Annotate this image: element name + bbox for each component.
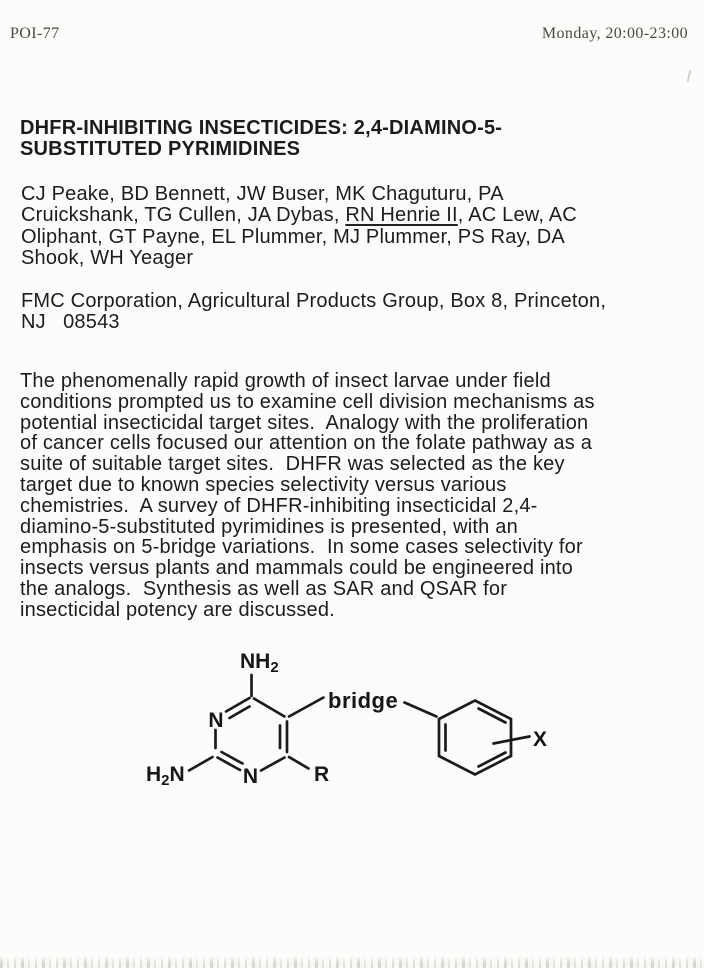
- phenyl-outline: [439, 701, 511, 775]
- amino-left-label: H2N: [146, 763, 185, 789]
- bond: [261, 758, 285, 771]
- bond-to-r-group: [289, 757, 309, 769]
- bond-to-bridge: [289, 698, 324, 717]
- author-line: CJ Peake, BD Bennett, JW Buser, MK Chaguturu, PA: [21, 183, 504, 205]
- abstract-line: of cancer cells focused our attention on the folate pathway as a: [20, 432, 593, 455]
- presenting-author: RN Henrie II: [345, 204, 458, 227]
- author-line-segment: Cruickshank, TG Cullen, JA Dybas,: [21, 204, 346, 227]
- scan-artifact-bottom-edge: [0, 956, 704, 968]
- ring-nitrogen-lower-label: N: [242, 765, 259, 788]
- bridge-to-phenyl: [405, 703, 437, 717]
- title-line: DHFR-INHIBITING INSECTICIDES: 2,4-DIAMINO-5-: [20, 117, 503, 139]
- abstract-line: emphasis on 5-bridge variations. In some cases selectivity for: [20, 536, 583, 559]
- title-line: SUBSTITUTED PYRIMIDINES: [20, 137, 301, 160]
- author-line: Shook, WH Yeager: [21, 246, 194, 269]
- affiliation-line: NJ 08543: [21, 310, 120, 333]
- bond: [254, 699, 285, 717]
- abstract-line: The phenomenally rapid growth of insect larvae under field: [20, 370, 551, 392]
- bond-to-amino-left: [189, 757, 213, 771]
- affiliation-line: FMC Corporation, Agricultural Products Group, Box 8, Princeton,: [21, 290, 607, 312]
- pyrimidine-ring-bonds: [216, 698, 288, 771]
- session-time: Monday, 20:00-23:00: [541, 25, 688, 42]
- session-code: POI-77: [10, 25, 60, 42]
- bridge-label: bridge: [328, 688, 399, 713]
- x-group-label: X: [533, 728, 548, 751]
- ring-nitrogen-upper-label: N: [208, 709, 224, 732]
- abstract-line: insects versus plants and mammals could be engineered into: [20, 557, 574, 580]
- abstract-line: conditions prompted us to examine cell division mechanisms as: [20, 390, 595, 413]
- abstract-line: the analogs. Synthesis as well as SAR and QSAR for: [20, 577, 508, 600]
- author-line-segment: , AC Lew, AC: [457, 204, 577, 227]
- abstract-line: suite of suitable target sites. DHFR was selected as the key: [20, 453, 565, 476]
- amino-top-label: NH2: [240, 650, 279, 676]
- abstract-line: potential insecticidal target sites. Analogy with the proliferation: [20, 411, 589, 434]
- abstract-line: insecticidal potency are discussed.: [20, 598, 335, 621]
- author-line: Oliphant, GT Payne, EL Plummer, MJ Plummer, PS Ray, DA: [21, 225, 565, 248]
- abstract-line: diamino-5-substituted pyrimidines is presented, with an: [20, 515, 518, 538]
- r-group-label: R: [314, 763, 330, 786]
- abstract-line: target due to known species selectivity versus various: [20, 473, 507, 496]
- abstract-line: chemistries. A survey of DHFR-inhibiting insecticidal 2,4-: [20, 494, 538, 517]
- phenyl-ring-bonds: [439, 701, 511, 775]
